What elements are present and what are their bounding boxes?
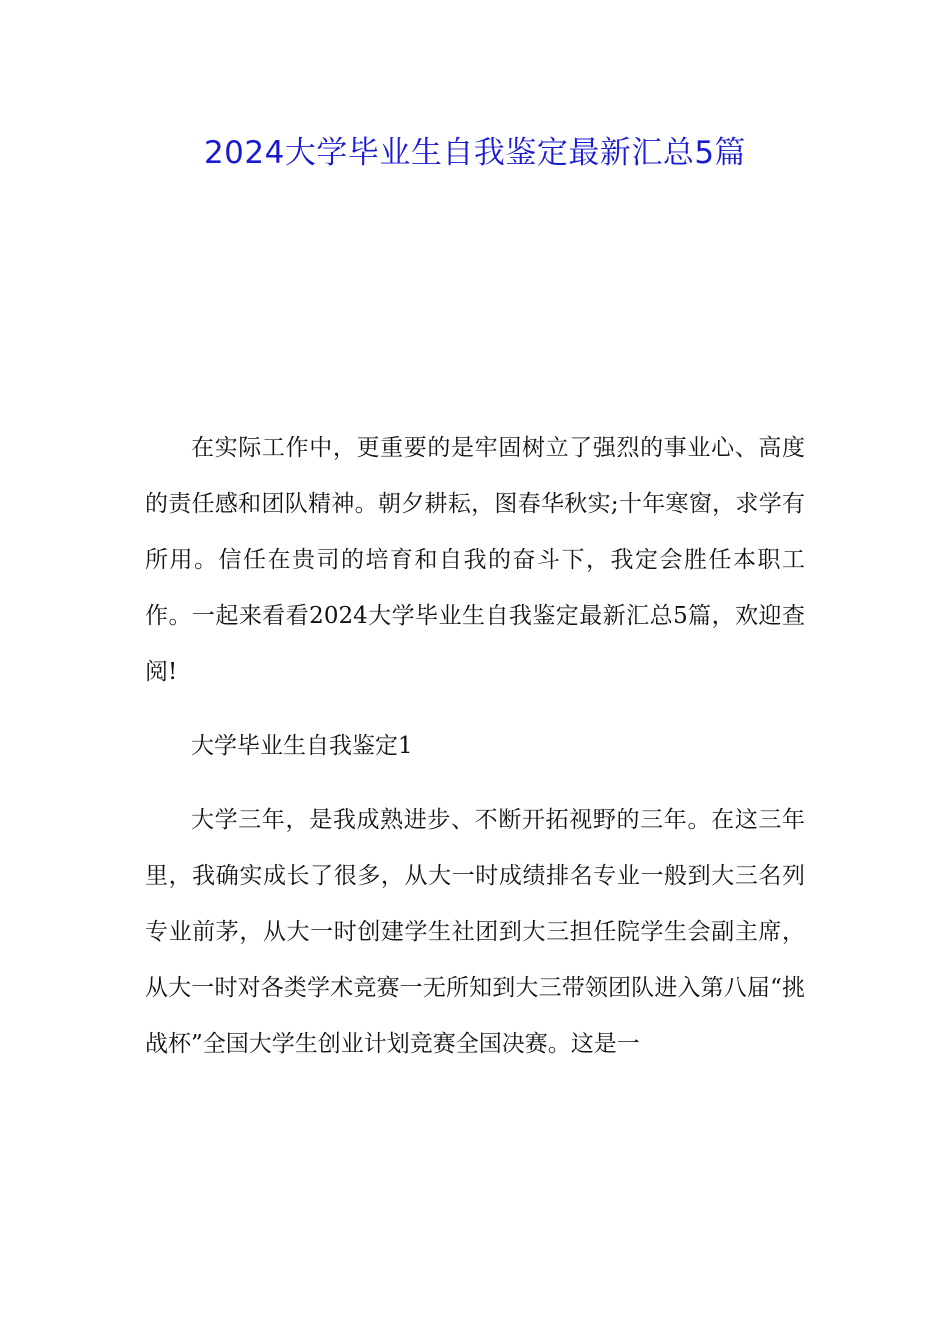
document-title: 2024大学毕业生自我鉴定最新汇总5篇: [203, 135, 747, 171]
section-heading: 大学毕业生自我鉴定1: [191, 733, 413, 759]
intro-paragraph: 在实际工作中，更重要的是牢固树立了强烈的事业心、高度的责任感和团队精神。朝夕耕耘，图春华秋实;十年寒窗，求学有所用。信任在贵司的培育和自我的奋斗下，我定会胜任本职工作。一起来看看2024大学毕业生自我鉴定最新汇总5篇，欢迎查阅!: [145, 435, 805, 685]
document-body: [145, 420, 805, 1090]
section-paragraph: 大学三年，是我成熟进步、不断开拓视野的三年。在这三年里，我确实成长了很多，从大一时成绩排名专业一般到大三名列专业前茅，从大一时创建学生社团到大三担任院学生会副主席，从大一时对各类学术竞赛一无所知到大三带领团队进入第八届“挑战杯”全国大学生创业计划竞赛全国决赛。这是一: [145, 807, 805, 1057]
